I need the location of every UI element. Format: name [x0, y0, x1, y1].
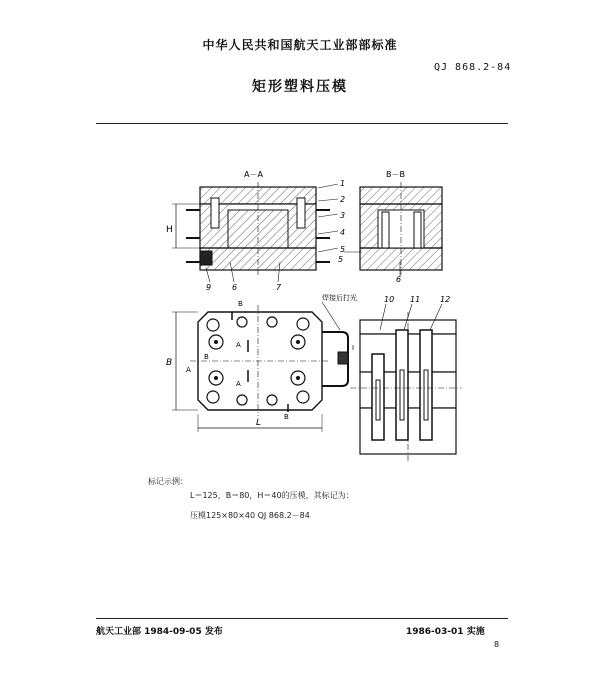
section-aa-view — [172, 182, 330, 275]
issue-date: 航天工业部 1984-09-05 发布 — [96, 627, 223, 637]
cut-mark-a-left: A — [186, 366, 191, 374]
section-bb-label: B－B — [386, 170, 405, 179]
part-1: 1 — [340, 179, 346, 188]
detail-mark-i: I — [352, 344, 355, 352]
footer-rule — [96, 618, 508, 619]
cut-mark-b-bottom: B — [284, 413, 289, 421]
standard-number: QJ 868.2-84 — [434, 62, 512, 73]
part-9: 9 — [206, 283, 212, 292]
part-7: 7 — [276, 283, 282, 292]
cut-mark-b-top: B — [238, 300, 243, 308]
dim-b-label: B — [166, 358, 173, 368]
part-3: 3 — [340, 211, 346, 220]
dim-l-label: L — [256, 418, 262, 428]
weld-callout: 焊接后打光 — [322, 294, 357, 302]
example-heading: 标记示例： — [148, 477, 188, 486]
page-number: 8 — [494, 640, 500, 649]
example-line-1: L＝125，B＝80，H＝40的压模，其标记为： — [190, 491, 354, 500]
cut-mark-b-left: B — [204, 353, 209, 361]
part-5b: 5 — [338, 255, 344, 264]
part-5: 5 — [340, 245, 346, 254]
part-6: 6 — [232, 283, 238, 292]
part-11: 11 — [410, 295, 421, 304]
part-10: 10 — [384, 295, 395, 304]
ministry-heading: 中华人民共和国航天工业部部标准 — [202, 38, 398, 52]
page-title: 矩形塑料压模 — [252, 79, 348, 95]
cut-mark-a-upper: A — [236, 341, 241, 349]
section-aa-label: A－A — [244, 170, 263, 179]
part-12: 12 — [440, 295, 451, 304]
part-6b: 6 — [396, 275, 402, 284]
cut-mark-a-lower: A — [236, 380, 241, 388]
effective-date: 1986-03-01 实施 — [406, 627, 485, 637]
example-line-2: 压模125×80×40 QJ 868.2－84 — [190, 511, 310, 520]
detail-view — [350, 312, 462, 462]
part-4: 4 — [340, 228, 346, 237]
part-2: 2 — [340, 195, 346, 204]
plan-view — [172, 305, 348, 432]
dim-h-label: H — [166, 225, 173, 235]
section-bb-view — [360, 182, 442, 275]
